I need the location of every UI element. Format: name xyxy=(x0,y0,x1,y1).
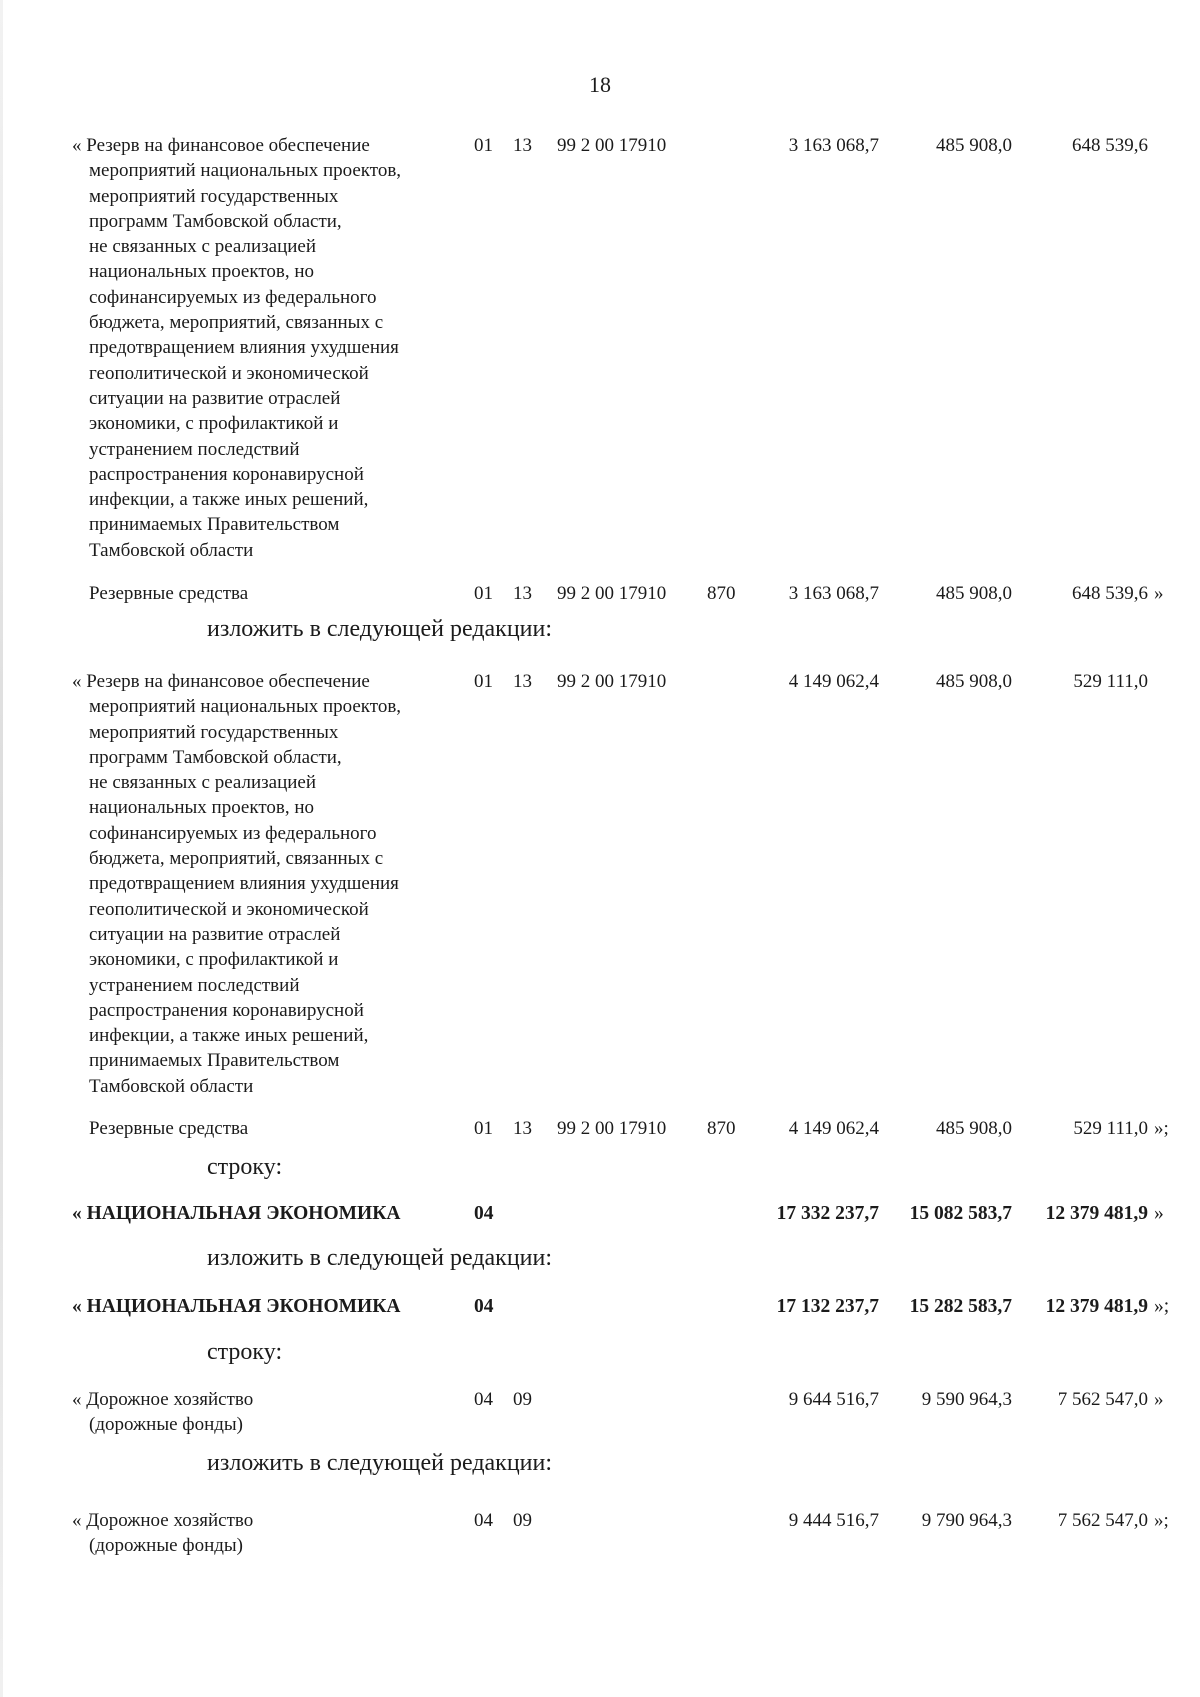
amount-year-1: 4 149 062,4 xyxy=(788,671,879,692)
scan-edge xyxy=(0,0,3,1697)
amount-year-1: 3 163 068,7 xyxy=(788,583,879,604)
row-name: « Дорожное хозяйство (дорожные фонды) xyxy=(72,1510,254,1557)
row-name: « Резерв на финансовое обеспечение мероприятий национальных проектов, мероприятий государственных программ Тамбовской области, не связанных с реализацией национальных проектов, но софинансируемых из федерального бюджета, мероприятий, связанных с предотвращением влияния ухудшения геополитической и экономической ситуации на развитие отраслей экономики, с профилактикой и устранением последствий распространения коронавирусной инфекции, а также иных решений, принимаемых Правительством Тамбовской области xyxy=(72,135,402,561)
amount-year-3: 7 562 547,0 xyxy=(1057,1389,1148,1410)
amount-year-2: 485 908,0 xyxy=(936,1118,1012,1139)
subsection-code: 13 xyxy=(513,1118,532,1139)
closing-quote: »; xyxy=(1154,1510,1169,1531)
amount-year-3: 7 562 547,0 xyxy=(1057,1510,1148,1531)
closing-quote: »; xyxy=(1154,1296,1170,1317)
row-name: « Дорожное хозяйство (дорожные фонды) xyxy=(72,1389,254,1436)
amount-year-2: 485 908,0 xyxy=(936,671,1012,692)
closing-quote: » xyxy=(1154,1203,1164,1224)
instruction-line: строку: xyxy=(207,1154,283,1180)
target-article-code: 99 2 00 17910 xyxy=(557,671,667,692)
section-code: 01 xyxy=(474,135,493,156)
subsection-code: 13 xyxy=(513,135,532,156)
closing-quote: » xyxy=(1154,583,1164,604)
subsection-code: 09 xyxy=(513,1510,532,1531)
amount-year-2: 9 790 964,3 xyxy=(921,1510,1012,1531)
amount-year-1: 3 163 068,7 xyxy=(788,135,879,156)
section-code: 04 xyxy=(474,1510,493,1531)
page-number: 18 xyxy=(589,72,611,97)
instruction-replace: изложить в следующей редакции: xyxy=(207,616,553,642)
expense-type-code: 870 xyxy=(707,1118,736,1139)
amount-year-1: 17 132 237,7 xyxy=(776,1296,879,1317)
target-article-code: 99 2 00 17910 xyxy=(557,583,667,604)
amount-year-3: 529 111,0 xyxy=(1073,671,1148,692)
closing-quote: »; xyxy=(1154,1118,1169,1139)
instruction-replace: изложить в следующей редакции: xyxy=(207,1245,553,1271)
row-name: Резервные средства xyxy=(89,1118,249,1139)
section-code: 01 xyxy=(474,1118,493,1139)
row-name: « Резерв на финансовое обеспечение мероприятий национальных проектов, мероприятий государственных программ Тамбовской области, не связанных с реализацией национальных проектов, но софинансируемых из федерального бюджета, мероприятий, связанных с предотвращением влияния ухудшения геополитической и экономической ситуации на развитие отраслей экономики, с профилактикой и устранением последствий распространения коронавирусной инфекции, а также иных решений, принимаемых Правительством Тамбовской области xyxy=(72,671,402,1097)
section-code: 01 xyxy=(474,671,493,692)
instruction-replace: изложить в следующей редакции: xyxy=(207,1450,553,1476)
amount-year-2: 485 908,0 xyxy=(936,583,1012,604)
row-name: « НАЦИОНАЛЬНАЯ ЭКОНОМИКА xyxy=(72,1203,401,1224)
subsection-code: 13 xyxy=(513,671,532,692)
section-code: 04 xyxy=(474,1203,494,1224)
amount-year-1: 4 149 062,4 xyxy=(788,1118,879,1139)
amount-year-1: 9 644 516,7 xyxy=(788,1389,879,1410)
row-name: « НАЦИОНАЛЬНАЯ ЭКОНОМИКА xyxy=(72,1296,401,1317)
amount-year-1: 17 332 237,7 xyxy=(776,1203,879,1224)
subsection-code: 13 xyxy=(513,583,532,604)
instruction-line: строку: xyxy=(207,1339,283,1365)
section-code: 04 xyxy=(474,1296,494,1317)
closing-quote: » xyxy=(1154,1389,1164,1410)
amount-year-1: 9 444 516,7 xyxy=(788,1510,879,1531)
target-article-code: 99 2 00 17910 xyxy=(557,135,667,156)
amount-year-3: 648 539,6 xyxy=(1072,583,1148,604)
amount-year-2: 15 082 583,7 xyxy=(909,1203,1012,1224)
row-name: Резервные средства xyxy=(89,583,249,604)
expense-type-code: 870 xyxy=(707,583,736,604)
subsection-code: 09 xyxy=(513,1389,532,1410)
amount-year-2: 9 590 964,3 xyxy=(921,1389,1012,1410)
amount-year-3: 12 379 481,9 xyxy=(1045,1203,1148,1224)
amount-year-2: 15 282 583,7 xyxy=(909,1296,1012,1317)
amount-year-3: 12 379 481,9 xyxy=(1045,1296,1148,1317)
target-article-code: 99 2 00 17910 xyxy=(557,1118,667,1139)
amount-year-3: 529 111,0 xyxy=(1073,1118,1148,1139)
section-code: 01 xyxy=(474,583,493,604)
amount-year-2: 485 908,0 xyxy=(936,135,1012,156)
section-code: 04 xyxy=(474,1389,493,1410)
amount-year-3: 648 539,6 xyxy=(1072,135,1148,156)
